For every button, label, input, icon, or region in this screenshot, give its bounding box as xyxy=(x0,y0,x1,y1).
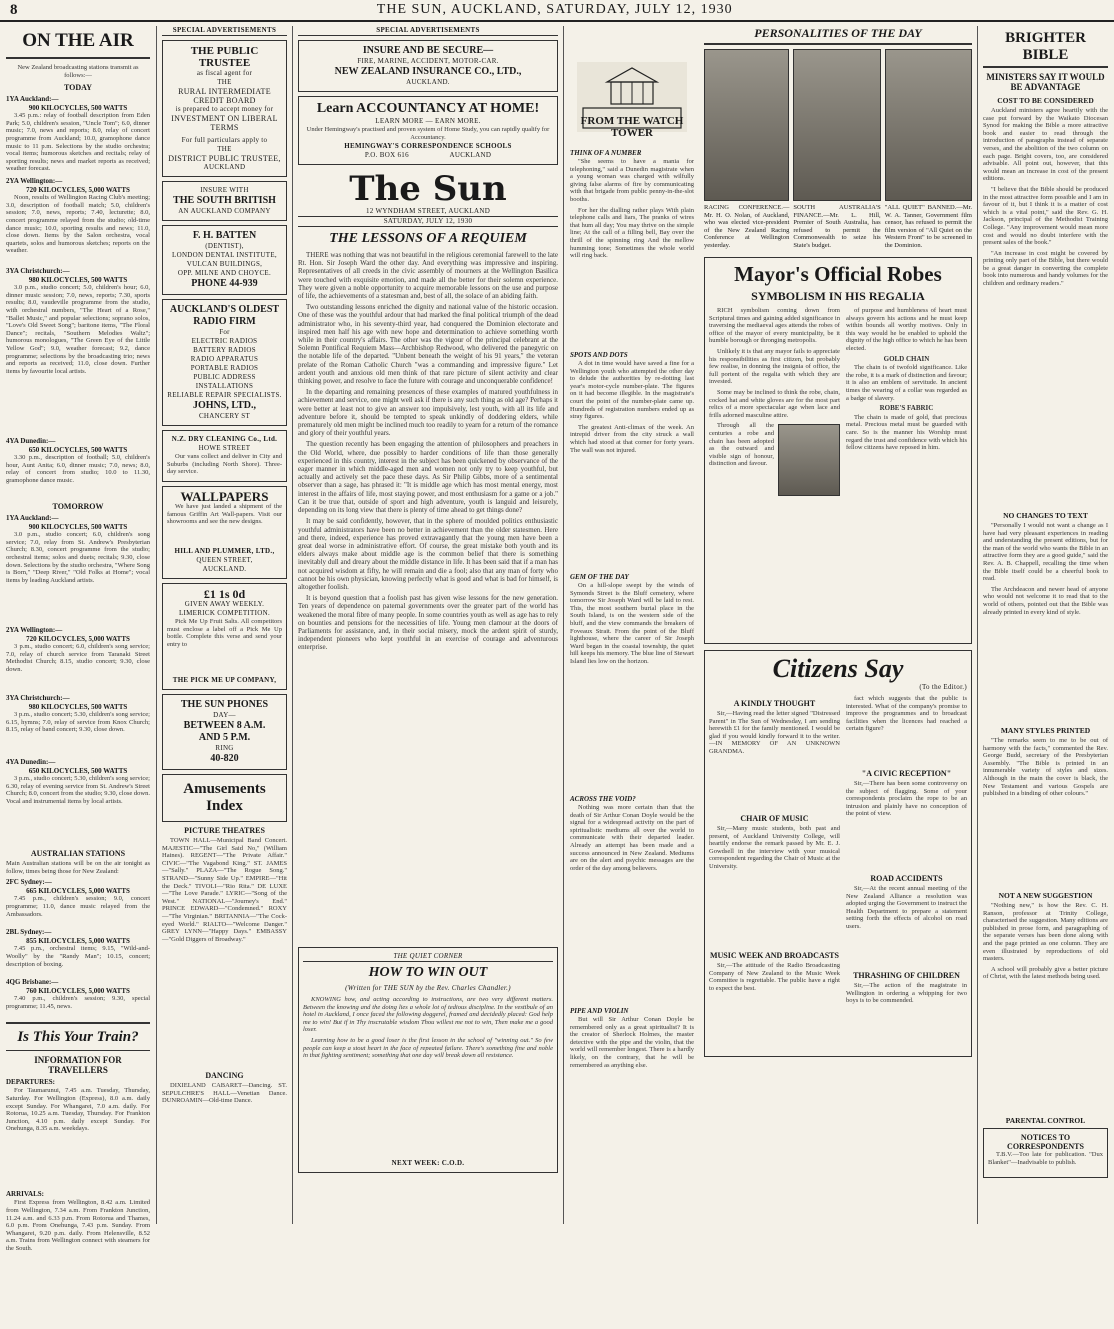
arrivals-heading: ARRIVALS: xyxy=(6,1190,44,1199)
batten-line: (DENTIST), xyxy=(205,242,244,250)
hemingway-name: HEMINGWAY'S CORRESPONDENCE SCHOOLS xyxy=(344,142,512,150)
station-programme: 3 p.m., studio concert; 6.0, children's song service; 7.0, relay of church service from Taranaki Street Methodist Church; 8.15, studio concert; 9.30, close down. xyxy=(6,643,150,673)
amusements-index xyxy=(162,774,287,822)
station-freq: 900 KILOCYCLES, 500 WATTS xyxy=(28,104,128,113)
photo-nolan-caption: RACING CONFERENCE.—Mr. H. O. Nolan, of Auckland, who was elected vice-president of the New Zealand Racing Conference at Wellington yesterday. xyxy=(704,204,790,249)
bible-body-3: "The remarks seem to me to be out of harmony with the facts," commented the Rev. George Budd, secretary of the Presbyterian Assembly. "The Bible is printed in an innumerable variety of styles and sizes. Although in the main the cover is black, the New Testament and various Gospels are published in a binding of other colours." xyxy=(983,737,1108,798)
win-out-byline: (Written for THE SUN by the Rev. Charles Chandler.) xyxy=(345,984,511,992)
photo-hill xyxy=(793,49,880,201)
editorial-body: THERE was nothing that was not beautiful in the religious ceremonial farewell to the late Rt. Hon. Sir Joseph Ward the other day. And everything was impressive and inspiring. Representatives of all creeds in the civic assembly of mourners at the Wellington Basilica were touched with exquisite emotion, and made all the better for their solemn experience. They were given a noble opportunity to acquire memorable lessons on the use and purpose of life, the achievements of a statesman and, best of all, the solace of an abiding faith. Two outstanding lessons enriched the dignity and national value of the historic occasion. One of these was the youthful ardour that had marked the final political triumph of the dead administrator who, in his seventy-third year, had conquered the Dominion electorate and inspired men half his age with new hope and determination to achieve something worth while in their country's affairs. The other was the vigour of the principal celebrant at the Solemn Pontifical Requiem Mass—Archbishop Redwood, who delivered the panegyric on the notable life of the departed. "Unbent beneath the weight of his 91 years," the veteran prelate of the Roman Catholic Church "was a commanding and impressive figure." Let ardent youth and anxious old men think of that rare picture of silent activity and clear thinking power, and resolve to face the future with courage and unconquerable confidence! In the departing and remaining presences of these examples of matured youthfulness in achievement and service, one might well ask if there is any such thing as old age? Perhaps it were better at least not to give an answer too impulsively, lest youth, with all its life and adventure before it, should be tempted to speak unkindly of doddering elders, while prematurely old men might be inclined much too readily to yearn for a return of the romance and glory of their youthful years. The question recently has been engaging the attention of philosophers and preachers in the Old World, where, due possibly to harder conditions of life than those generally experienced in this country, interest in the subject has been quickened by observance of the eager manner in which middle-aged men and women not only try to keep youthful, but actually and actively set the pace these days. As Sir Philip Gibbs, more of a sentimental observer than a sage, has phrased it: "It is middle age which has most mental energy, most interest in the affairs of life, most staying power, and most enthusiasm for a game or a job." Can it be true that, outside of sport and high adventure, youth is languid and leisurely, depending on its long view that there is plenty of time ahead to get things done? It may be said confidently, however, that in the sphere of moulded politics enthusiastic youthful administrators have been no better in achievement than the older statesmen. Here and there, indeed, experience has proved extravagantly that the young men have been a great deal worse in administrative effort. Of course, the great mistake both youth and its elders always make about middle age is the common belief that there is something inevitably dull and dreary about the middle distance in life. It has been said that if a man has not acquired wisdom at fifty, he will remain and die a fool; also that any man of forty who cannot be his own physician, knowing perfectly what is good and what is bad for himself, is altogether foolish. It is beyond question that a foolish past has given wise lessons for the new generation. Ten years of dependence on paternal governments over the greater part of the world has weakened the moral fibre of many people. In some countries youth as well as age has to rely on bounties and pensions for the necessities of life. Young men clamour at the doors of Parliaments for assistance, and, in their social misery, mock the ardent spirit of sturdy, independent pioneers who kept youthful in an exercise of courage and adventurous enterprise. xyxy=(298,251,558,652)
personalities-photos xyxy=(704,49,972,249)
accountancy-ad xyxy=(298,96,558,165)
photo-tanner xyxy=(885,49,972,201)
wallpapers-ad xyxy=(162,486,287,579)
letters-right xyxy=(846,695,967,1052)
accountancy-sub: LEARN MORE — EARN MORE. xyxy=(375,117,481,125)
masthead-title: THE SUN, AUCKLAND, SATURDAY, JULY 12, 1930 xyxy=(376,2,733,17)
photo-hill-block xyxy=(793,49,880,249)
insure-line: THE SOUTH BRITISH xyxy=(173,195,276,206)
bible-body-1: Auckland ministers agree heartily with the case put forward by the Waikato Diocesan Synod for making the Bible a more attractive book and easier to read through the introduction of paragraphs instead of separate verses, and the abolition of the two column on each page. Bright covers, too, are considered advisable. All point out, however, that this would mean an increase in cost of the present editions. "I believe that the Bible should be produced in the most attractive form possible and I am in favour of it, but I think it is a matter of cost which is a vital point," said the Rev. G. H. Jackson, principal of the Methodist Training College. "Any improvement would mean more cost and would no doubt interfere with the present sales of the book." "An increase in cost might be covered by printing only part of the Bible, but there would be a great danger in converting the complete book into numerous and handy volumes for the children and ordinary readers." xyxy=(983,107,1108,288)
bible-subtitle: MINISTERS SAY IT WOULD BE ADVANTAGE xyxy=(986,72,1105,92)
station-freq: 650 KILOCYCLES, 500 WATTS xyxy=(28,446,128,455)
station-name: 1YA Auckland:— xyxy=(6,514,59,523)
station-freq: 980 KILOCYCLES, 500 WATTS xyxy=(28,703,128,712)
sun-phones-line: AND 5 P.M. xyxy=(198,732,251,743)
letters-left xyxy=(709,695,840,1052)
trustee-line: AUCKLAND xyxy=(203,163,246,171)
radio-line: RADIO APPARATUS xyxy=(190,355,259,363)
station-name: 4YA Dunedin:— xyxy=(6,437,56,446)
insure-line: AN AUCKLAND COMPANY xyxy=(178,207,271,215)
station-programme: 7.40 p.m., children's session; 9.30, special programme; 11.45, news. xyxy=(6,995,150,1010)
on-the-air-title: ON THE AIR xyxy=(22,30,134,51)
special-ads-header: SPECIAL ADVERTISEMENTS xyxy=(162,26,287,36)
trustee-line: TERMS xyxy=(210,123,239,132)
station-name: 2BL Sydney:— xyxy=(6,928,52,937)
sun-date: SATURDAY, JULY 12, 1930 xyxy=(298,216,558,227)
column-rule xyxy=(563,26,564,1224)
station-freq: 720 KILOCYCLES, 5,000 WATTS xyxy=(26,635,130,644)
sun-phones-line: RING xyxy=(215,744,234,752)
info-title: INFORMATION FOR TRAVELLERS xyxy=(34,1055,122,1076)
sun-phones-line: DAY— xyxy=(213,711,236,719)
today-heading: TODAY xyxy=(63,83,92,93)
station-freq: 760 KILOCYCLES, 5,000 WATTS xyxy=(26,987,130,996)
road-accidents-body: Sir,—At the recent annual meeting of the New Zealand Alliance a resolution was adopted urging the Government to instruct the Health Department to prepare a statement setting forth the effects of alcohol on road users. xyxy=(845,885,967,930)
batten-line: LONDON DENTAL INSTITUTE, xyxy=(172,251,277,259)
civic-reception-body: Sir,—There has been some controversy on the subject of flagging. Some of your correspondents proclaim the rope to be an intrusion and plainly have no conception of the point of view. xyxy=(845,780,967,818)
citizens-title: Citizens Say xyxy=(772,654,904,683)
personalities-title: PERSONALITIES OF THE DAY xyxy=(704,26,972,45)
station-name: 3YA Christchurch:— xyxy=(6,267,70,276)
kindly-heading: A KINDLY THOUGHT xyxy=(733,699,816,708)
station-programme: 7.45 p.m., orchestral items; 9.15, "Wild-and-Woolly" by the "Randy Man"; 10.15, concert; description of boxing. xyxy=(6,945,150,968)
station-programme: 3.0 p.m., studio concert; 5.0, children's hour; 6.0, dinner music session; 7.0, news, reports; 7.30, sports results; 8.0, vaudeville programme from the studio, with orchestral numbers, "The Heart of a Rose," "Ballet Music," and popular selections; soprano solos, "Love's Old Sweet Song"; baritone items, "The Floral Dance"; recitals, "Southern Melodies Waltz"; humorous monologues, "The Green Eye of the Little Yellow God"; 9.0, weather forecast; 9.2, dance programme; selections by the broadcasting trio; news and reports as received; 11.0, close down. Further items by favourite local artists. xyxy=(6,284,150,375)
parental-control-heading: PARENTAL CONTROL xyxy=(1005,1116,1086,1125)
trustee-line: For full particulars apply to xyxy=(181,136,268,144)
trustee-line: CREDIT BOARD xyxy=(193,96,256,105)
australian-heading: AUSTRALIAN STATIONS xyxy=(30,849,126,859)
column-on-the-air xyxy=(2,26,154,1252)
trustee-line: THE xyxy=(217,78,232,86)
batten-line: PHONE 44-939 xyxy=(191,278,258,289)
spots-dots-body: A dot in time would have saved a fine for a Wellington youth who attempted the other day to delude the authorities by re-dotting last year's motor-cycle number-plate. The figures on it had become illegible. In the magistrate's court the point of the number-plate came up. Hundreds of registration numbers ended up as stray figures. The greatest Anti-climax of the week. An intrepid driver from the city struck a wall which had stood at that corner for forty years. The wall was not injured. xyxy=(570,360,694,454)
nz-insurance-ad xyxy=(298,40,558,92)
sun-phones-ad xyxy=(162,694,287,770)
pickme-company: THE PICK ME UP COMPANY, xyxy=(172,676,277,684)
column-brighter-bible xyxy=(979,26,1112,1226)
limerick-ad xyxy=(162,583,287,690)
thrashing-heading: THRASHING OF CHILDREN xyxy=(853,971,960,980)
column-rule xyxy=(292,26,293,1224)
radio-title: AUCKLAND'S OLDEST RADIO FIRM xyxy=(169,304,280,327)
limerick-body: Pick Me Up Fruit Salts. All competitors must enclose a label off a Pick Me Up bottle. Complete this verse and send your entry to xyxy=(167,618,282,648)
station-programme: 3.30 p.m., description of football; 5.0, children's hour, Aunt Anita; 6.0, dinner music; 7.0, news; 8.0, relay of concert from studio; 10.0 to 11.30, gramophone dance music. xyxy=(6,454,150,484)
accountancy-title: Learn ACCOUNTANCY AT HOME! xyxy=(316,101,540,116)
photo-tanner-caption: "ALL QUIET" BANNED.—Mr. W. A. Tanner, Government film censor, has refused to permit the film version of "All Quiet on the Western Front" to be screened in the Dominion. xyxy=(884,204,972,249)
hemingway-address: P.O. BOX 616 AUCKLAND xyxy=(364,151,492,159)
music-week-body: Sir,—The attitude of the Radio Broadcasting Company of New Zealand to the Music Week Committee is regrettable. The public have a right to expect the best. xyxy=(709,962,840,992)
batten-dentist-ad xyxy=(162,225,287,295)
public-trustee-ad xyxy=(162,40,287,177)
think-number-heading: THINK OF A NUMBER xyxy=(570,149,642,157)
train-title: Is This Your Train? xyxy=(17,1029,139,1046)
hp-line: HILL AND PLUMMER, LTD., xyxy=(174,547,275,555)
station-name: 1YA Auckland:— xyxy=(6,95,59,104)
wallpapers-body: We have just landed a shipment of the famous Griffin Art Wall-papers. Visit our showrooms and see the new designs. xyxy=(167,503,282,526)
across-void-heading: ACROSS THE VOID? xyxy=(570,795,636,803)
nzi-line: INSURE AND BE SECURE— xyxy=(362,45,494,56)
bible-title: BRIGHTER BIBLE xyxy=(983,30,1108,68)
notices-heading: NOTICES TO CORRESPONDENTS xyxy=(1007,1133,1084,1151)
robes-subtitle: SYMBOLISM IN HIS REGALIA xyxy=(751,289,925,303)
accountancy-body: Under Hemingway's practised and proven system of Home Study, you can rapidly qualify for Accountancy. xyxy=(306,126,550,141)
bible-body-4: "Nothing new," is how the Rev. C. H. Ranson, professor at Trinity College, characterised the suggestion. Many editions are published in prose form, and paragraphing of the separate verses has been done along with and the page printed as one column. They are even illustrated by reproductions of old masters. A school will probably give a better picture of Christ, with the latest methods being used. xyxy=(983,902,1108,981)
letters xyxy=(709,695,967,1052)
citizens-say-section xyxy=(704,650,972,1057)
sun-phones-line: 40-820 xyxy=(210,753,239,764)
batten-line: F. H. BATTEN xyxy=(192,230,257,241)
notices-body: T.B.V.—Too late for publication. "Dux Blanket"—Inadvisable to publish. xyxy=(988,1151,1103,1166)
radio-firm-ad xyxy=(162,299,287,426)
south-british-ad xyxy=(162,181,287,221)
gem-heading: GEM OF THE DAY xyxy=(570,573,629,581)
departures-list: For Taumarunui, 7.45 a.m. Tuesday, Thursday, Saturday. For Wellington (Express), 8.0 a.m. daily except Sunday. For Whangarei, 7.0 a.m. daily. For Rotorua, 10.25 a.m. Tuesday, Thursday. For Frankton Junction, 4.10 p.m. daily except Sunday. For Onehunga, 8.35 a.m. weekdays. xyxy=(6,1087,150,1133)
robes-title: Mayor's Official Robes xyxy=(734,262,942,286)
station-name: 2YA Wellington:— xyxy=(6,177,63,186)
nzi-line: NEW ZEALAND INSURANCE CO., LTD., xyxy=(334,66,522,77)
special-ads-header: SPECIAL ADVERTISEMENTS xyxy=(298,26,558,36)
sun-logo: The Sun xyxy=(349,169,507,209)
music-week-heading: MUSIC WEEK AND BROADCASTS xyxy=(709,951,839,960)
pipe-violin-body: But will Sir Arthur Conan Doyle be remembered only as a great spiritualist? It is the creator of Sherlock Holmes, the master detective with the pipe and the violin, that the world will remember longest. There is a hardly likely, on the contrary, that he will be remembered as anything else. xyxy=(570,1016,694,1069)
departures-heading: DEPARTURES: xyxy=(6,1078,56,1087)
column-personalities xyxy=(700,26,976,1226)
win-out-body: KNOWING how, and acting according to instructions, are two very different matters. Between the knowing and the doing lies a whole lot of tedious discipline. In the vestibule of an hotel in Auckland, I once faced the following doggerel, framed and decidedly placed: God help me to win! But if in Thy inscrutable wisdom Thou willest me not to win, Then make me a good loser. Learning how to be a good loser is the first lesson in the school of "winning out." So few people can keep a stout heart in the face of repeated failure. There's something fine and noble in that fighting sentiment; something that one day will break down all resistance. xyxy=(303,996,553,1060)
station-freq: 720 KILOCYCLES, 5,000 WATTS xyxy=(26,186,130,195)
station-name: 4QG Brisbane:— xyxy=(6,978,59,987)
radio-line: CHANCERY ST xyxy=(198,412,251,420)
chair-music-body: Sir,—Many music students, both past and present, of Auckland University College, will heartily endorse the remark passed by Mr. E. J. Gowdsell in the interview with your musical correspondent regarding the Chair of Music at the University. xyxy=(709,825,840,870)
prize-subtitle: GIVEN AWAY WEEKLY. LIMERICK COMPETITION. xyxy=(178,600,271,617)
radio-line: ELECTRIC RADIOS xyxy=(191,337,258,345)
gem-body: On a hill-slope swept by the winds of Symonds Street is the Bluff cemetery, where tomorrow Sir Joseph Ward will be laid to rest. This, the most southern burial place in the South Island, is on the western side of the bluff, and the view commands the breakers of Foveaux Strait. From the point of the Bluff lighthouse, where the career of Sir Joseph Ward began in the coastal township, the quiet hill keeps his memory. The blue line of Stewart Island lies low on the horizon. xyxy=(570,582,694,665)
radio-line: INSTALLATIONS xyxy=(195,382,254,390)
wallpapers-title: WALLPAPERS xyxy=(180,489,269,504)
civic-reception-heading: "A CIVIC RECEPTION" xyxy=(861,769,952,778)
radio-line: PUBLIC ADDRESS xyxy=(193,373,256,381)
radio-line: RELIABLE REPAIR SPECIALISTS. xyxy=(167,391,282,399)
station-programme: Noon, results of Wellington Racing Club's meeting; 3.0, description of football match; 5.0, children's session; 7.0, news, reports; 7.40, lecturette; 8.0, concert programme relayed from the studio; old-time dance music; 10.0, sporting results and news; 11.0, close down. Items by the Salon orchestra, vocal quartets, solos and humorous sketches; reports on the weather. xyxy=(6,194,150,255)
station-name: 2YA Wellington:— xyxy=(6,626,63,635)
station-freq: 855 KILOCYCLES, 5,000 WATTS xyxy=(26,937,130,946)
radio-line: For xyxy=(219,328,230,336)
editorial-title: THE LESSONS OF A REQUIEM xyxy=(329,231,527,246)
thrashing-body: Sir,—The action of the magistrate in Wellington in ordering a whipping for two boys is to be commended. xyxy=(845,982,967,1005)
nzi-line: AUCKLAND. xyxy=(406,78,450,86)
trustee-title: THE PUBLIC TRUSTEE xyxy=(190,45,259,69)
not-new-heading: NOT A NEW SUGGESTION xyxy=(998,891,1093,900)
tomorrow-heading: TOMORROW xyxy=(52,502,104,512)
notices-box xyxy=(983,1128,1108,1178)
arrivals-list: First Express from Wellington, 8.42 a.m. Limited from Wellington, 7.34 a.m. From Frankton Junction, 11.24 a.m. and 6.33 p.m. From Rotorua and Thames, 6.0 p.m. From Onehunga, 7.43 p.m. Sunday. From Whangarei, 9.20 p.m. daily. From Helensville, 8.52 a.m. Trains from Wellington connect with steamers for the South. xyxy=(6,1199,150,1252)
radio-line: PORTABLE RADIOS xyxy=(190,364,259,372)
trustee-line: THE xyxy=(217,145,232,153)
hp-line: QUEEN STREET, xyxy=(196,556,253,564)
masthead xyxy=(0,0,1114,22)
cleaning-address: HOWE STREET xyxy=(198,444,251,452)
citizens-subtitle: (To the Editor.) xyxy=(919,683,967,691)
picture-theatres-heading: PICTURE THEATRES xyxy=(184,826,265,835)
trustee-line: INVESTMENT ON LIBERAL xyxy=(171,114,278,123)
photo-nolan-block xyxy=(704,49,789,249)
cleaning-title: N.Z. DRY CLEANING Co., Ltd. xyxy=(171,435,278,443)
column-rule xyxy=(977,26,978,1224)
column-advertisements xyxy=(158,26,291,1226)
sun-logo-block xyxy=(298,171,558,227)
sun-phones-line: BETWEEN 8 A.M. xyxy=(183,720,266,731)
station-freq: 650 KILOCYCLES, 500 WATTS xyxy=(28,767,128,776)
many-styles-heading: MANY STYLES PRINTED xyxy=(1000,726,1091,735)
station-programme: 3 p.m., studio concert; 5.30, children's song service; 6.15, hymns; 7.0, relay of service from Knox Church; 8.15, relay of band concert; 9.30, close down. xyxy=(6,711,150,734)
station-programme: 3 p.m., studio concert; 5.30, children's song service; 6.30, relay of evening service from St. Andrew's Street Church; 8.0, concert from the studio; 9.30, close down. Vocal and instrumental items by local artists. xyxy=(6,775,150,805)
station-programme: 3.45 p.m.: relay of football description from Eden Park; 5.0, children's session, "Uncle Tom"; 6.0, dinner music; 7.0, news and reports; 8.0, relay of concert programme from Auckland; 10.0, gramophone dance music to 11 p.m. Selections by the studio orchestra; vocal items; humorous sketches and recitals; relay of sporting results; news and market reports as received; weather forecast. xyxy=(6,112,150,173)
radio-line: JOHNS, LTD., xyxy=(193,400,256,411)
photo-hill-caption: SOUTH AUSTRALIA'S FINANCE.—Mr. L. Hill, Premier of South Australia, has refused to permit the Commonwealth to seize his State's budget. xyxy=(793,204,881,249)
column-rule xyxy=(156,26,157,1224)
batten-line: VULCAN BUILDINGS, xyxy=(186,260,263,268)
bible-subtitle-2: COST TO BE CONSIDERED xyxy=(997,96,1094,105)
robes-body xyxy=(709,307,967,639)
mayor-photo xyxy=(778,424,840,496)
column-editorial xyxy=(294,26,562,1226)
chair-music-heading: CHAIR OF MUSIC xyxy=(740,814,809,823)
station-programme: 7.45 p.m., children's session; 9.0, concert programme; 11.0, dance music relayed from the Ambassadors. xyxy=(6,895,150,918)
sun-address: 12 WYNDHAM STREET, AUCKLAND xyxy=(365,207,491,215)
station-name: 4YA Dunedin:— xyxy=(6,758,56,767)
radio-line: BATTERY RADIOS xyxy=(193,346,256,354)
think-number-body: "She seems to have a mania for telephoning," said a Dunedin magistrate when a young woman was charged with wilfully giving false alarms of fire by communicating with that brigade from public penny-in-the-slot booths. For her the dialling rather plays With plain telephone calls and liars, The pranks of wires that hum all day; You may thrive on the simple line; At the call of a filling bell, Bay over the thrill of the spinning ring And the mellow humming tone; Sometimes the whole world will ring back. xyxy=(570,158,694,260)
page-number: 8 xyxy=(10,1,18,18)
station-programme: 3.0 p.m., studio concert; 6.0, children's song service; 7.0, relay from St. Andrew's Presbyterian Church; 8.30, concert programme from the studio; orchestral items; solos and duets; recitals; 9.30, close down. Selections by the studio orchestra, "Where Song is Born," "Deep River," "Old Folks at Home"; vocal items by leading Auckland artists. xyxy=(6,531,150,584)
robes-body-right: of purpose and humbleness of heart must always govern his actions and he must keep within bounds all worthy motives. Only in this way would he be enabled to uphold the dignity of the high office to which he has been elected. GOLD CHAIN The chain is of twofold significance. Like the robe, it is a mark of distinction and favour; it is also an emblem of servitude. In ancient times the wearing of a collar was regarded as a badge of slavery. ROBE'S FABRIC The chain is made of gold, that precious metal. Precious metal must be guarded with care. So is the manner his Worship must regard the trust and confidence with which his fellow citizens have reposed in him. xyxy=(845,307,967,452)
station-name: 2FC Sydney:— xyxy=(6,878,52,887)
watch-tower-logo xyxy=(574,62,690,139)
letters-right-top: fact which suggests that the public is interested. What of the company's promise to improve the programmes and to broadcast facilities when the licences had reached a certain figure? xyxy=(845,695,967,733)
column-watch-tower xyxy=(566,26,698,1226)
quiet-corner-label: THE QUIET CORNER xyxy=(303,952,553,962)
trustee-line: RURAL INTERMEDIATE xyxy=(178,87,271,96)
sun-phones-line: THE SUN PHONES xyxy=(180,699,269,710)
quiet-corner-box xyxy=(298,947,558,1173)
insure-line: INSURE WITH xyxy=(200,186,249,194)
bible-body-2: "Personally I would not want a change as I have had very pleasant experiences in reading and understanding the present editions, but for the man of the world who wants the Bible in an attractive form they are a good guide," said the Rev. A. B. Chappell, recalling the time when the Bible itself could be a cheerful book to read. The Archdeacon and newer head of anyone who would not welcome it to read that to the world of others, pointed out that the Bible was already printed in every kind of style. xyxy=(983,522,1108,616)
trustee-line: as fiscal agent for xyxy=(196,69,253,77)
photo-nolan xyxy=(704,49,789,201)
nzi-line: FIRE, MARINE, ACCIDENT, MOTOR-CAR. xyxy=(357,57,499,65)
station-name: 3YA Christchurch:— xyxy=(6,694,70,703)
robes-fabric-heading: ROBE'S FABRIC xyxy=(879,404,934,413)
dancing-heading: DANCING xyxy=(205,1071,244,1080)
photo-tanner-block xyxy=(885,49,972,249)
dancing-list: DIXIELAND CABARET—Dancing. ST. SEPULCHRE'S HALL—Venetian Dance. DUNROAMIN—Old-time Dance. xyxy=(162,1082,287,1105)
theatres-list: TOWN HALL—Municipal Band Concert. MAJESTIC—"The Girl Said No," (William Haines). REGENT—"The Private Affair." CIVIC—"The Vagabond King." ST. JAMES—"Sally." PLAZA—"The Rogue Song." STRAND—"Sunny Side Up." EMPIRE—"Hit the Deck." TIVOLI—"Rio Rita." DE LUXE—"The Love Parade." LYRIC—"Song of the West." NATIONAL—"Journey's End." PRINCE EDWARD—"Condemned." ROXY—"The Virginian." BRITANNIA—"The Cock-eyed World." RIALTO—"Welcome Danger." GREY LYNN—"Happy Days." EMBASSY—"Gold Diggers of Broadway." xyxy=(162,837,287,943)
gold-chain-heading: GOLD CHAIN xyxy=(883,354,930,363)
on-the-air-intro: New Zealand broadcasting stations transmit as follows:— xyxy=(17,64,139,79)
mayor-robes-article xyxy=(704,257,972,644)
road-accidents-heading: ROAD ACCIDENTS xyxy=(870,874,943,883)
station-freq: 900 KILOCYCLES, 500 WATTS xyxy=(28,523,128,532)
batten-line: OPP. MILNE AND CHOYCE. xyxy=(177,269,272,277)
kindly-body: Sir,—Having read the letter signed "Distressed Parent" in The Sun of Wednesday, I am sending herewith £1 for the family mentioned. I would be glad if you would kindly forward it to the writer.—IN MEMORY OF AN UNKNOWN GRANDMA. xyxy=(709,710,840,755)
trustee-line: DISTRICT PUBLIC TRUSTEE, xyxy=(168,154,281,163)
cleaning-body: Our vans collect and deliver in City and Suburbs (including North Shore). Three-day service. xyxy=(167,453,282,476)
across-void-body: Nothing was more certain than that the death of Sir Arthur Conan Doyle would be the signal for a widespread activity on the part of spiritualistic mediums all over the world to communicate with their departed leader. Already an attempt has been made and a success announced in New Zealand. Mediums are on the alert and psychic messages are the order of the day among believers. xyxy=(570,804,694,872)
station-freq: 665 KILOCYCLES, 5,000 WATTS xyxy=(26,887,130,896)
trustee-line: is prepared to accept money for xyxy=(175,105,274,113)
no-changes-heading: NO CHANGES TO TEXT xyxy=(1003,511,1088,520)
station-freq: 980 KILOCYCLES, 500 WATTS xyxy=(28,276,128,285)
amusements-title: Amusements Index xyxy=(183,781,266,814)
hp-line: AUCKLAND. xyxy=(202,565,247,573)
win-out-title: HOW TO WIN OUT xyxy=(368,965,488,980)
spots-dots-heading: SPOTS AND DOTS xyxy=(570,351,628,359)
robes-body-left: RICH symbolism coming down from Scriptural times and gaining added significance in traversing the mediaeval ages attends the robes of office of the mayor of every municipality, be it humble borough or thronging metropolis. Unlikely it is that any mayor fails to appreciate his responsibilities as first citizen, but probably few realise, in donning the insignia of office, the full portent of the regalia with which they are invested. Some may be inclined to think the robe, chain, cocked hat and white gloves are for the most part relics of a more spectacular age when lace and frills adorned masculine attire. Through all the centuries a robe and chain has been adopted as the outward and visible sign of honour, distinction and favour. xyxy=(709,307,840,639)
dry-cleaning-ad xyxy=(162,430,287,482)
pipe-violin-heading: PIPE AND VIOLIN xyxy=(570,1007,629,1015)
watch-tower-title: FROM THE WATCH TOWER xyxy=(580,115,684,139)
next-week: NEXT WEEK: C.O.D. xyxy=(391,1159,465,1167)
australian-intro: Main Australian stations will be on the air tonight as follow, times being those for New Zealand: xyxy=(6,860,150,875)
prize-amount: £1 1s 0d xyxy=(203,587,246,601)
